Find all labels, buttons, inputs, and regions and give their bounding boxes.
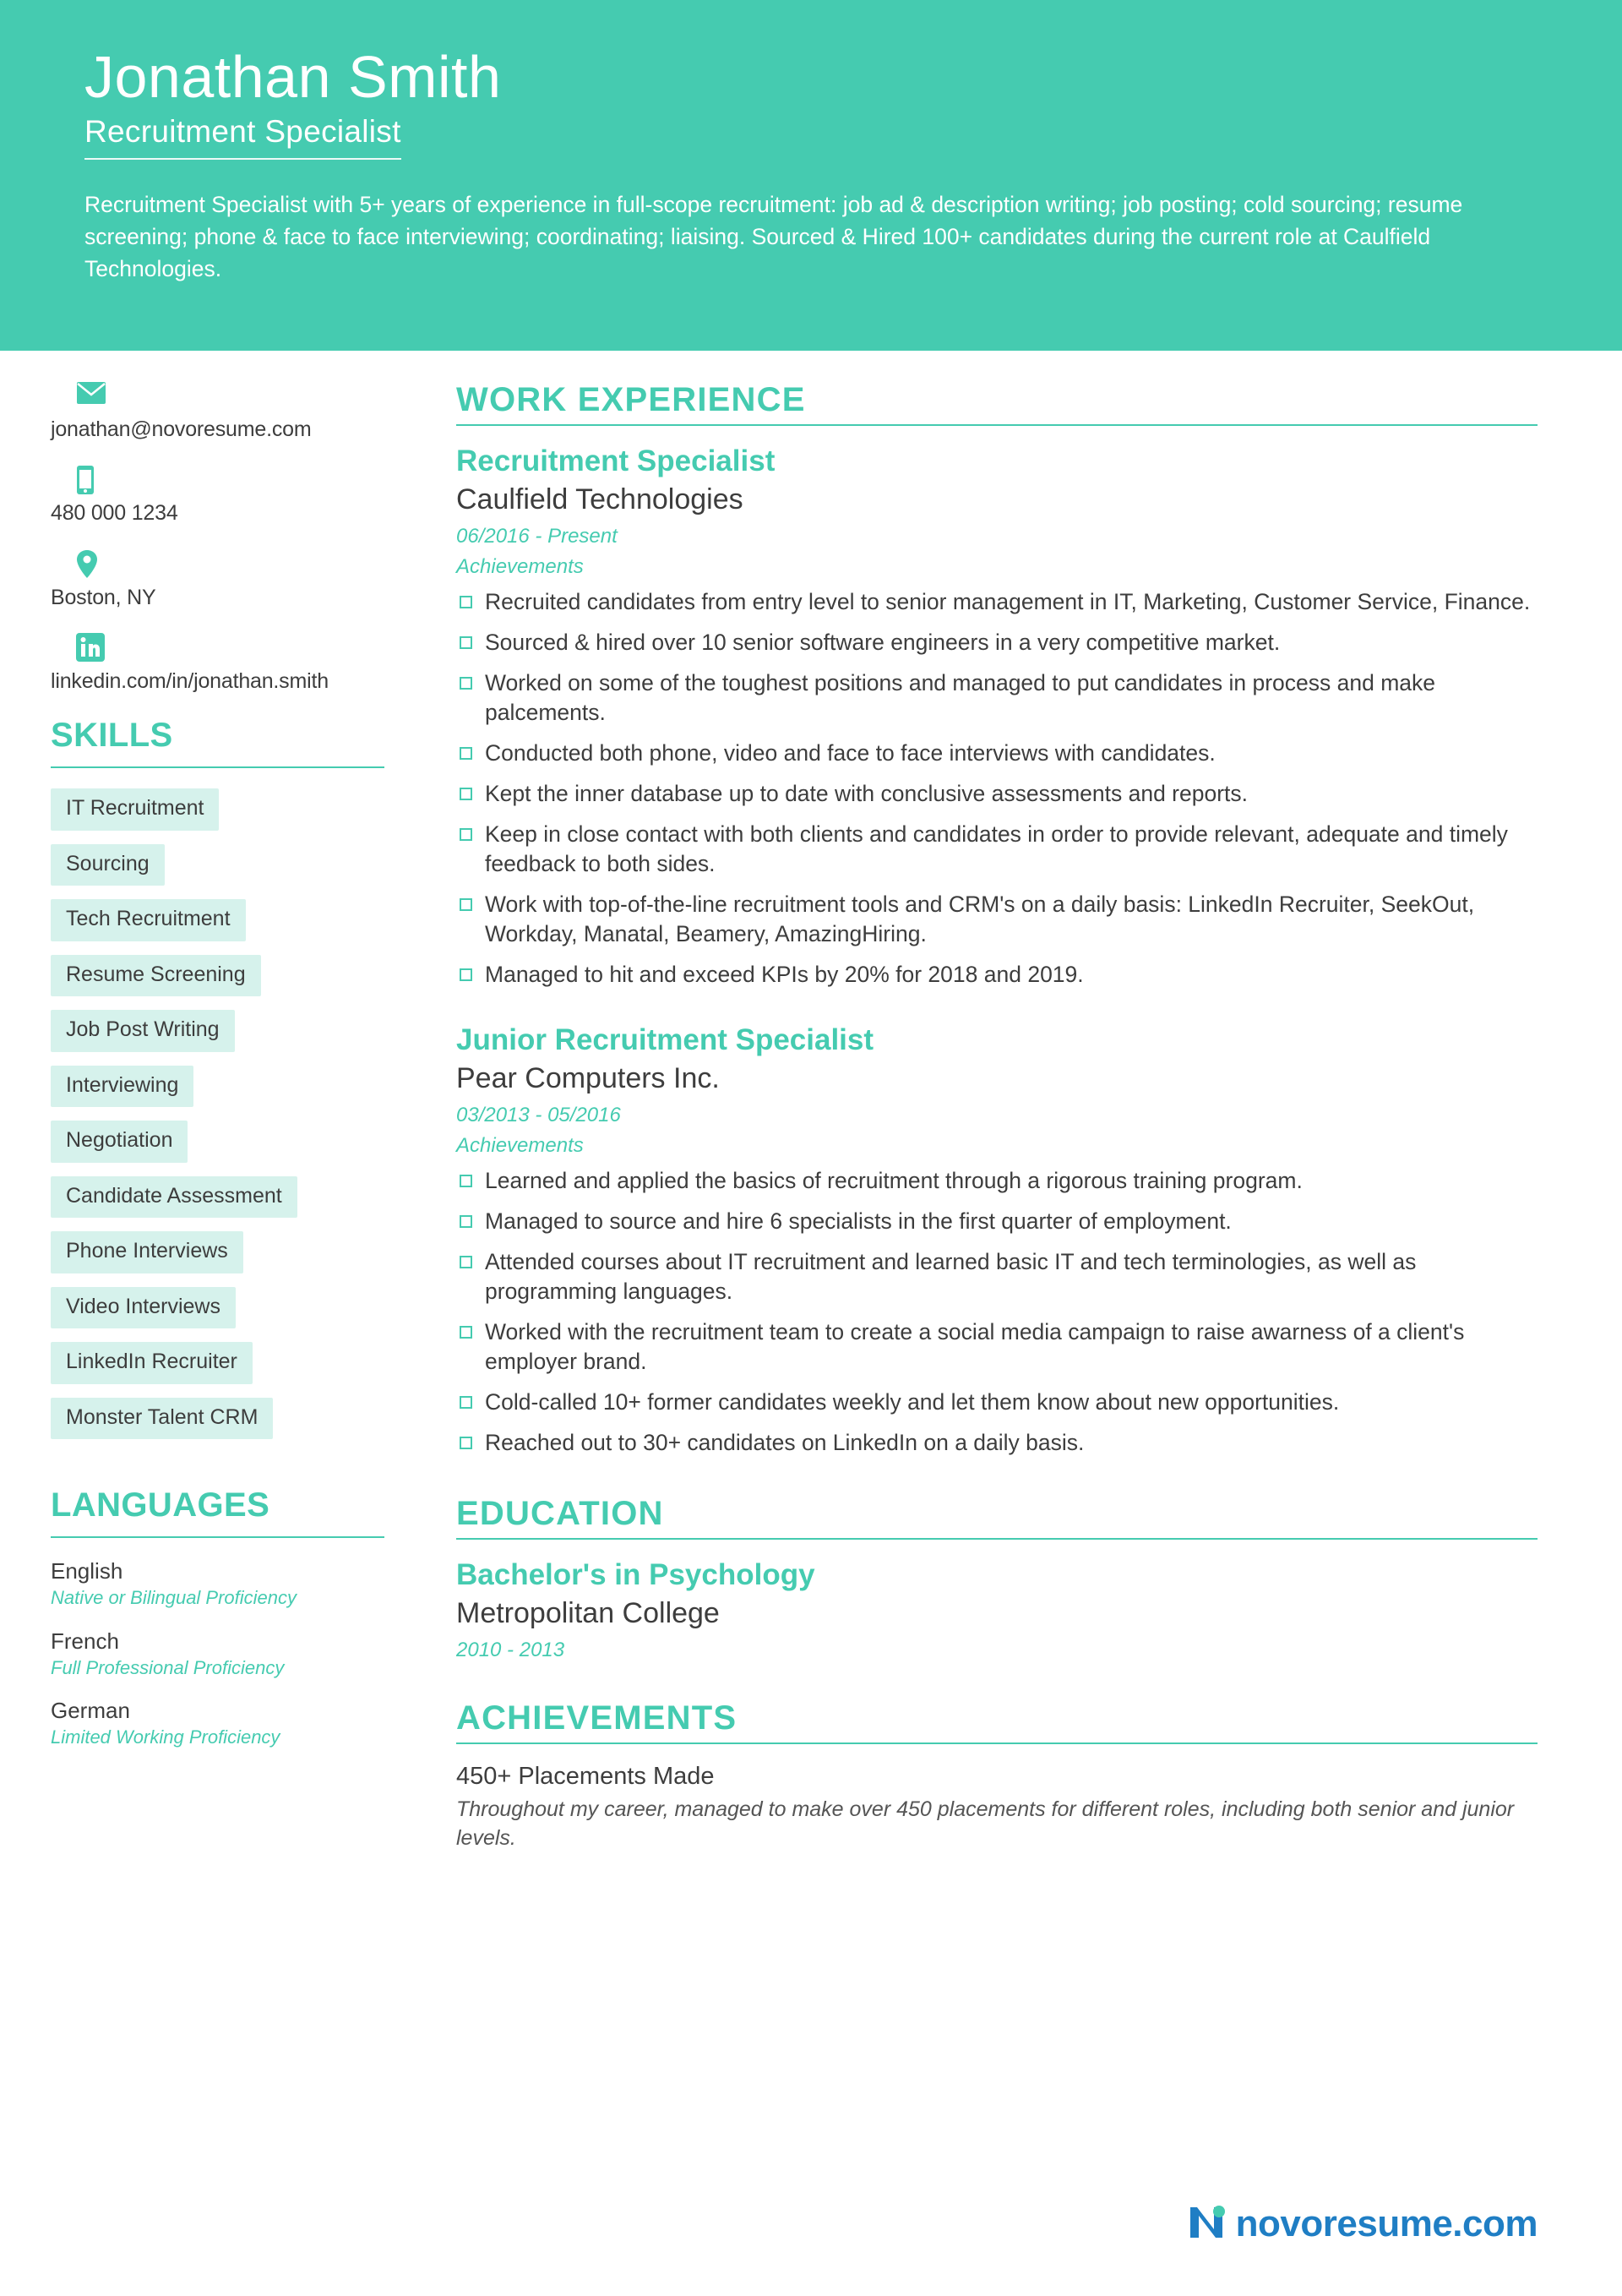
list-item: [51, 1698, 393, 1749]
company-name: Pear Computers Inc.: [456, 1062, 720, 1095]
language-name: English: [51, 1558, 123, 1584]
skill-pill: Monster Talent CRM: [51, 1398, 273, 1440]
achievements-label: Achievements: [456, 1134, 584, 1158]
list-item: [51, 899, 393, 955]
education-entry: [456, 1558, 1538, 1662]
work-experience-heading: WORK EXPERIENCE: [456, 381, 806, 418]
skill-pill: Video Interviews: [51, 1287, 236, 1329]
job-bullet-list: [456, 587, 1538, 990]
language-name: German: [51, 1698, 130, 1724]
education-section: [456, 1495, 1538, 1662]
contact-section: [51, 381, 393, 695]
list-item: [51, 1231, 393, 1287]
achievements-section: [456, 1699, 1538, 1853]
skill-pill: Sourcing: [51, 844, 165, 886]
school-name: Metropolitan College: [456, 1597, 720, 1630]
language-level: Full Professional Proficiency: [51, 1656, 285, 1678]
languages-divider: [51, 1536, 384, 1538]
location-pin-icon: [51, 549, 393, 583]
email-icon: [51, 381, 393, 415]
skill-pill: Job Post Writing: [51, 1010, 235, 1052]
list-item: Recruited candidates from entry level to senior management in IT, Marketing, Customer Service, Finance.: [456, 587, 1538, 617]
resume-body: [0, 351, 1622, 1879]
skill-pill: Resume Screening: [51, 955, 261, 997]
list-item: [51, 1176, 393, 1232]
list-item: Managed to source and hire 6 specialists in the first quarter of employment.: [456, 1207, 1538, 1236]
languages-heading: LANGUAGES: [51, 1486, 270, 1524]
job-role: Recruitment Specialist: [456, 444, 776, 477]
work-entry: [456, 1023, 1538, 1458]
achievements-divider: [456, 1742, 1538, 1744]
contact-item-linkedin: [51, 633, 393, 695]
contact-value-linkedin[interactable]: linkedin.com/in/jonathan.smith: [51, 668, 329, 693]
skill-pill: IT Recruitment: [51, 788, 219, 831]
sidebar: [0, 351, 427, 1879]
skill-pill: LinkedIn Recruiter: [51, 1342, 253, 1384]
degree-name: Bachelor's in Psychology: [456, 1558, 815, 1592]
list-item: [51, 788, 393, 844]
resume-header: [0, 0, 1622, 351]
language-name: French: [51, 1628, 119, 1654]
work-experience-divider: [456, 424, 1538, 426]
contact-item-email: [51, 381, 393, 443]
list-item: Sourced & hired over 10 senior software engineers in a very competitive market.: [456, 628, 1538, 657]
contact-value-location: Boston, NY: [51, 585, 156, 609]
job-title: Recruitment Specialist: [84, 113, 401, 149]
list-item: Work with top-of-the-line recruitment tools and CRM's on a daily basis: LinkedIn Recruiter, SeekOut, Workday, Manatal, Beamery, AmazingHiring.: [456, 890, 1538, 949]
skill-pill: Negotiation: [51, 1121, 188, 1163]
skills-divider: [51, 766, 384, 768]
novoresume-wordmark: novoresume.com: [1235, 2202, 1538, 2244]
list-item: Worked on some of the toughest positions and managed to put candidates in process and make palcements.: [456, 668, 1538, 728]
list-item: [51, 1398, 393, 1453]
linkedin-icon: [51, 633, 393, 667]
profile-summary: Recruitment Specialist with 5+ years of experience in full-scope recruitment: job ad & description writing; job posting; cold sourcing; resume screening; phone & face to face interviewing; coordinating; liaising. Sourced & Hired 100+ candidates during the current role at Caulfield Technologies.: [84, 191, 1463, 282]
list-item: Reached out to 30+ candidates on LinkedIn on a daily basis.: [456, 1428, 1538, 1458]
job-role: Junior Recruitment Specialist: [456, 1023, 874, 1056]
education-divider: [456, 1538, 1538, 1540]
list-item: Conducted both phone, video and face to face interviews with candidates.: [456, 739, 1538, 768]
company-name: Caulfield Technologies: [456, 483, 743, 516]
list-item: Cold-called 10+ former candidates weekly and let them know about new opportunities.: [456, 1388, 1538, 1417]
skill-pill: Candidate Assessment: [51, 1176, 297, 1219]
work-experience-section: [456, 381, 1538, 1458]
job-title-underline: [84, 114, 401, 160]
list-item: [51, 1010, 393, 1066]
language-level: Native or Bilingual Proficiency: [51, 1587, 297, 1609]
list-item: Keep in close contact with both clients and candidates in order to provide relevant, adequate and timely feedback to both sides.: [456, 820, 1538, 879]
skill-pill: Tech Recruitment: [51, 899, 246, 941]
work-entry: [456, 444, 1538, 990]
list-item: [51, 1342, 393, 1398]
page-title: Jonathan Smith: [84, 44, 502, 110]
list-item: Attended courses about IT recruitment and learned basic IT and tech terminologies, as well as programming languages.: [456, 1247, 1538, 1306]
skills-heading: SKILLS: [51, 717, 173, 754]
education-heading: EDUCATION: [456, 1495, 664, 1533]
achievement-name: 450+ Placements Made: [456, 1763, 715, 1791]
novoresume-logo[interactable]: [1185, 2201, 1538, 2247]
list-item: [51, 1121, 393, 1176]
job-dates: 03/2013 - 05/2016: [456, 1104, 621, 1127]
list-item: Managed to hit and exceed KPIs by 20% for 2018 and 2019.: [456, 960, 1538, 990]
languages-section: [51, 1486, 393, 1749]
skill-pill: Phone Interviews: [51, 1231, 243, 1273]
list-item: Kept the inner database up to date with conclusive assessments and reports.: [456, 779, 1538, 809]
list-item: [51, 1066, 393, 1121]
list-item: Worked with the recruitment team to create a social media campaign to raise awarness of a client's employer brand.: [456, 1317, 1538, 1377]
achievement-entry: [456, 1763, 1538, 1853]
list-item: Learned and applied the basics of recruitment through a rigorous training program.: [456, 1166, 1538, 1196]
main-content: [427, 351, 1622, 1879]
job-dates: 06/2016 - Present: [456, 525, 618, 548]
contact-value-email[interactable]: jonathan@novoresume.com: [51, 417, 312, 441]
achievements-label: Achievements: [456, 555, 584, 579]
education-dates: 2010 - 2013: [456, 1639, 565, 1662]
phone-icon: [51, 465, 393, 499]
list-item: [51, 1558, 393, 1610]
novoresume-mark-icon: [1185, 2201, 1227, 2247]
job-bullet-list: [456, 1166, 1538, 1458]
skills-section: [51, 717, 393, 1453]
contact-item-location: [51, 549, 393, 611]
achievements-heading: ACHIEVEMENTS: [456, 1699, 738, 1737]
skill-pill: Interviewing: [51, 1066, 193, 1108]
list-item: [51, 844, 393, 900]
list-item: [51, 1287, 393, 1343]
contact-item-phone: [51, 465, 393, 526]
list-item: [51, 955, 393, 1011]
contact-value-phone[interactable]: 480 000 1234: [51, 501, 178, 526]
achievement-description: Throughout my career, managed to make over 450 placements for different roles, including both senior and junior levels.: [456, 1797, 1515, 1851]
list-item: [51, 1628, 393, 1680]
language-level: Limited Working Proficiency: [51, 1726, 280, 1748]
